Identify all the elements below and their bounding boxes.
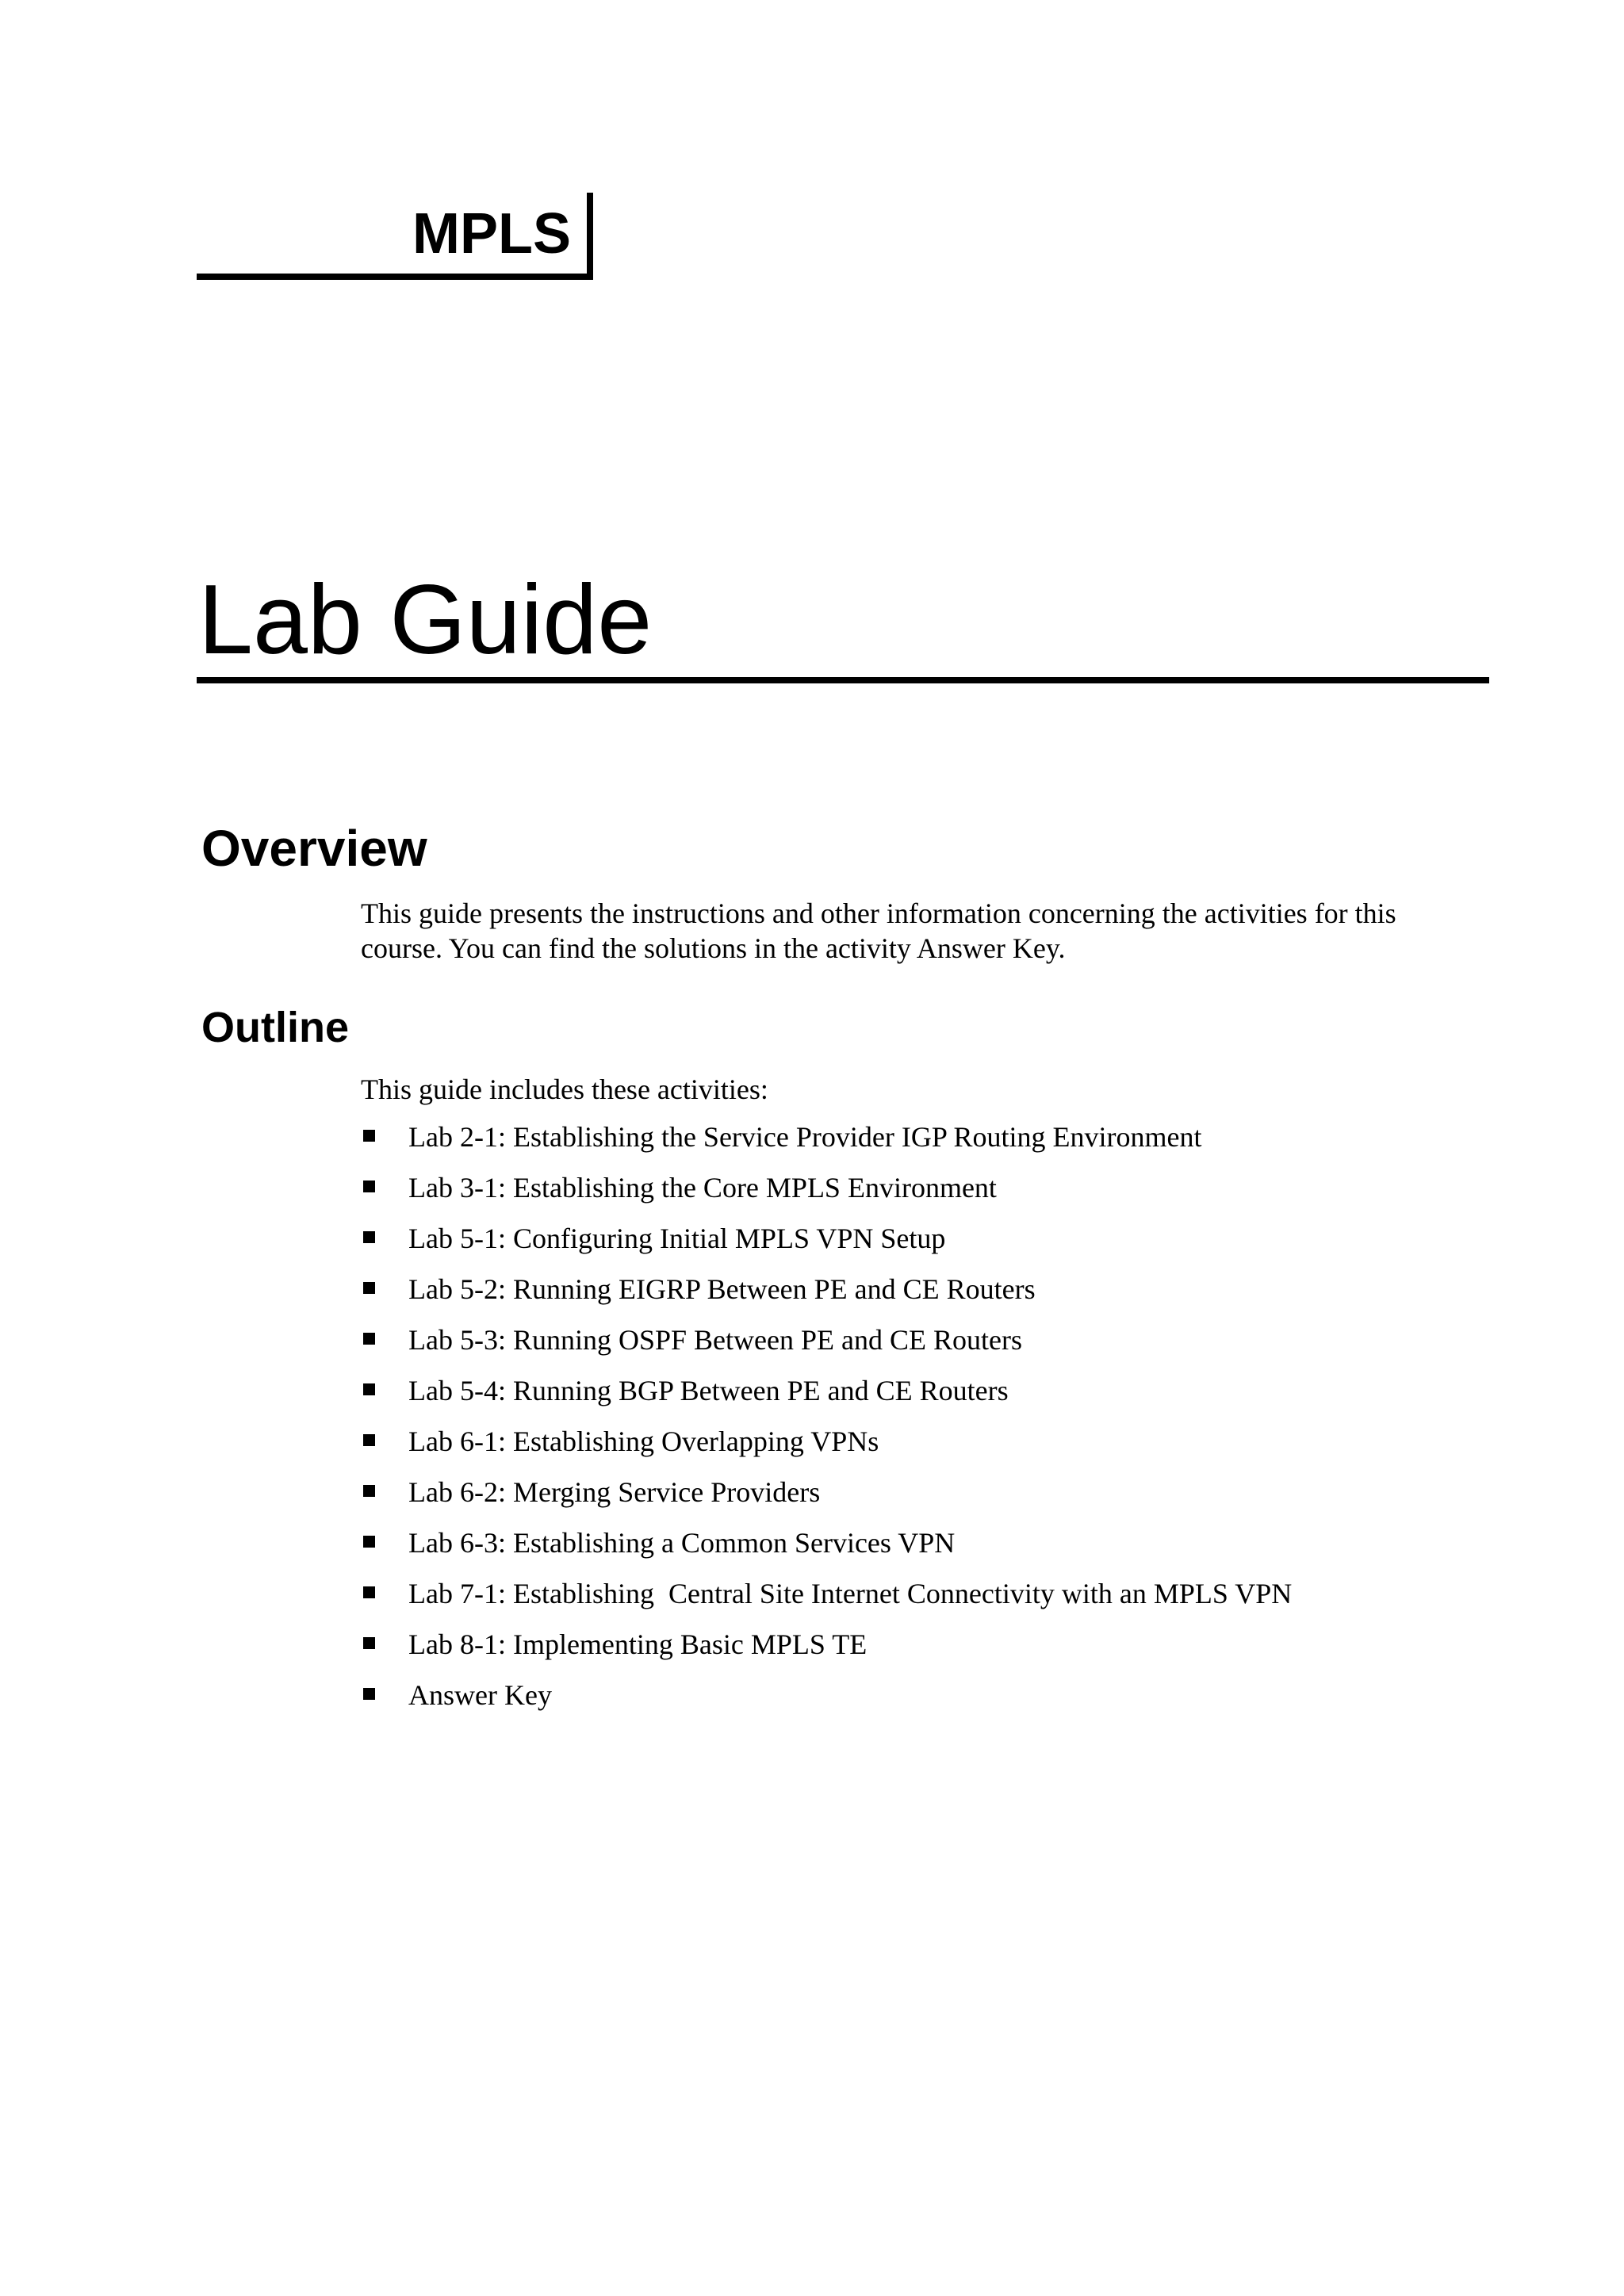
overview-paragraph [361,896,1487,966]
activity-list [361,1119,1292,1728]
square-bullet-icon [363,1688,375,1700]
course-code-underline [197,274,593,280]
square-bullet-icon [363,1383,375,1395]
list-item-text: Lab 5-2: Running EIGRP Between PE and CE Routers [408,1273,1036,1305]
list-item [361,1627,1292,1678]
square-bullet-icon [363,1130,375,1142]
list-item-text: Lab 5-3: Running OSPF Between PE and CE Routers [408,1324,1022,1356]
outline-intro: This guide includes these activities: [361,1073,768,1105]
list-item-text: Lab 7-1: Establishing Central Site Internet Connectivity with an MPLS VPN [408,1578,1293,1609]
list-item-text: Lab 3-1: Establishing the Core MPLS Environment [408,1172,997,1203]
square-bullet-icon [363,1434,375,1446]
page-title: Lab Guide [198,565,653,675]
square-bullet-icon [363,1282,375,1294]
list-item-text: Lab 6-3: Establishing a Common Services VPN [408,1527,956,1559]
list-item [361,1424,1292,1475]
list-item-text: Lab 8-1: Implementing Basic MPLS TE [408,1628,868,1660]
list-item [361,1373,1292,1424]
overview-paragraph-line-1: This guide presents the instructions and other information concerning the activities for this [361,897,1396,929]
list-item [361,1475,1292,1525]
list-item [361,1678,1292,1728]
list-item [361,1322,1292,1373]
outline-heading: Outline [201,1004,349,1051]
list-item-text: Lab 6-1: Establishing Overlapping VPNs [408,1425,879,1457]
square-bullet-icon [363,1485,375,1497]
course-code-title: MPLS [412,202,572,266]
square-bullet-icon [363,1181,375,1192]
title-divider [197,677,1489,683]
list-item [361,1119,1292,1170]
list-item [361,1221,1292,1272]
square-bullet-icon [363,1637,375,1649]
course-code-vertical-rule [587,193,593,280]
square-bullet-icon [363,1333,375,1345]
list-item-text: Answer Key [408,1679,552,1711]
overview-paragraph-line-2: course. You can find the solutions in the activity Answer Key. [361,932,1066,964]
list-item-text: Lab 2-1: Establishing the Service Provider IGP Routing Environment [408,1121,1202,1153]
list-item-text: Lab 5-4: Running BGP Between PE and CE Routers [408,1375,1009,1406]
square-bullet-icon [363,1586,375,1598]
list-item-text: Lab 6-2: Merging Service Providers [408,1476,821,1508]
list-item [361,1576,1292,1627]
square-bullet-icon [363,1536,375,1548]
list-item [361,1170,1292,1221]
list-item [361,1272,1292,1322]
square-bullet-icon [363,1231,375,1243]
list-item [361,1525,1292,1576]
list-item-text: Lab 5-1: Configuring Initial MPLS VPN Setup [408,1223,946,1254]
overview-heading: Overview [201,820,427,877]
